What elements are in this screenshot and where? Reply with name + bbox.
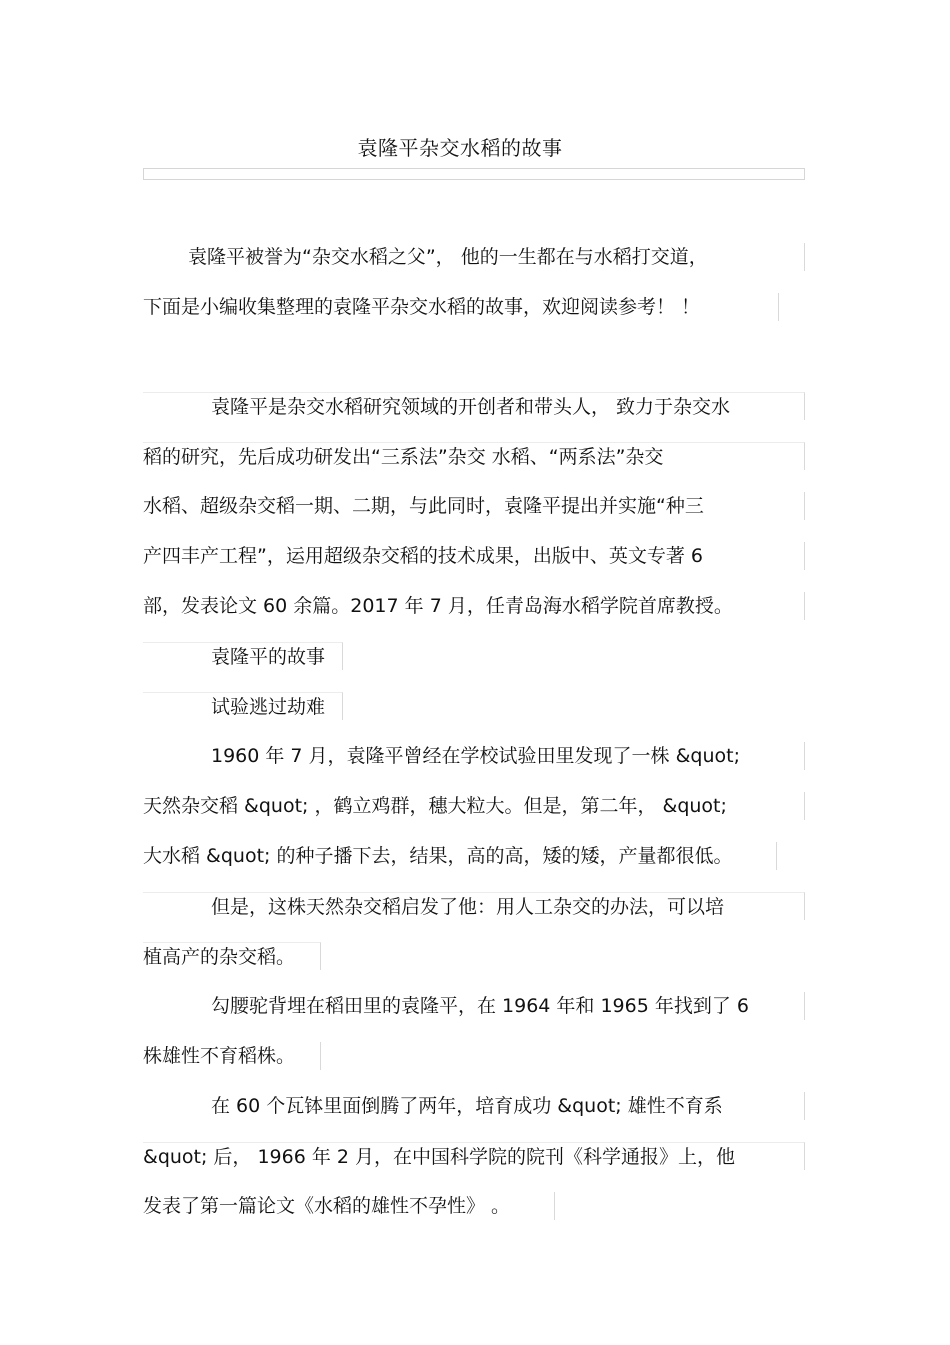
text-line: 大水稻 &quot; 的种子播下去，结果，高的高，矮的矮，产量都很低。 — [143, 842, 777, 870]
text-line: 天然杂交稻 &quot; ，鹤立鸡群，穗大粒大。但是，第二年， &quot; — [143, 792, 805, 820]
text-line: 稻的研究，先后成功研发出“三系法”杂交 水稻、“两系法”杂交 — [143, 442, 805, 470]
text-line: 株雄性不育稻株。 — [143, 1042, 321, 1070]
section-heading: 袁隆平的故事 — [143, 642, 343, 670]
text-line: 发表了第一篇论文《水稻的雄性不孕性》 。 — [143, 1192, 555, 1220]
text-line: 袁隆平被誉为“杂交水稻之父”， 他的一生都在与水稻打交道， — [143, 243, 805, 271]
text-line: 下面是小编收集整理的袁隆平杂交水稻的故事，欢迎阅读参考！ ！ — [143, 293, 779, 321]
text-line: 在 60 个瓦钵里面倒腾了两年，培育成功 &quot; 雄性不育系 — [143, 1092, 805, 1120]
text-line: 勾腰驼背埋在稻田里的袁隆平，在 1964 年和 1965 年找到了 6 — [143, 992, 805, 1020]
text-line: 袁隆平是杂交水稻研究领域的开创者和带头人， 致力于杂交水 — [143, 392, 805, 420]
text-line: 部，发表论文 60 余篇。2017 年 7 月，任青岛海水稻学院首席教授。 — [143, 592, 805, 620]
text-line: 植高产的杂交稻。 — [143, 942, 321, 970]
section-heading: 试验逃过劫难 — [143, 692, 343, 720]
text-line: 产四丰产工程”，运用超级杂交稻的技术成果，出版中、英文专著 6 — [143, 542, 805, 570]
text-line: 1960 年 7 月，袁隆平曾经在学校试验田里发现了一株 &quot; — [143, 742, 805, 770]
text-line: 水稻、超级杂交稻一期、二期，与此同时，袁隆平提出并实施“种三 — [143, 492, 805, 520]
title-divider — [143, 168, 805, 180]
document-title: 袁隆平杂交水稻的故事 — [357, 136, 563, 160]
text-line: 但是，这株天然杂交稻启发了他：用人工杂交的办法，可以培 — [143, 892, 805, 920]
text-line: &quot; 后， 1966 年 2 月，在中国科学院的院刊《科学通报》上，他 — [143, 1142, 805, 1170]
